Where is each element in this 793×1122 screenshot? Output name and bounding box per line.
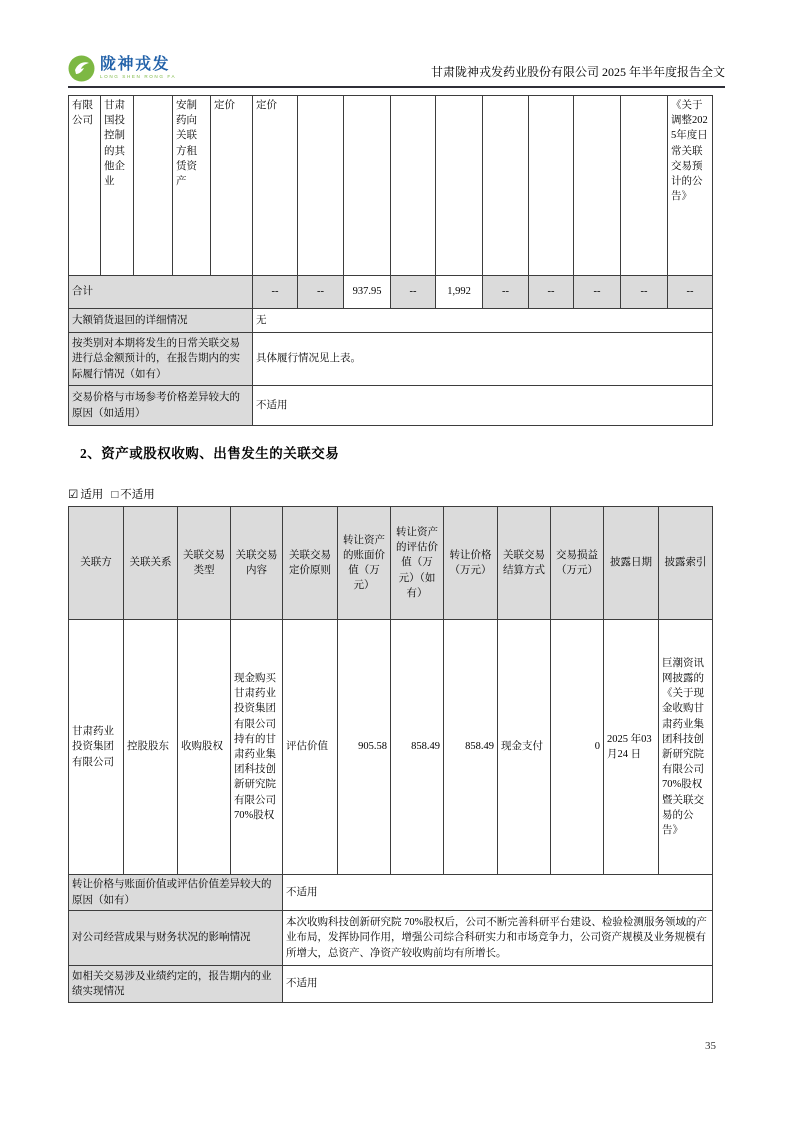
cell-disclosure-index: 巨潮资讯网披露的《关于现金收购甘肃药业集团科技创新研究院有限公司70%股权暨关联交易的公告》 [659, 620, 713, 875]
qa-row [69, 333, 713, 386]
qa-value: 不适用 [283, 875, 713, 911]
col-header-type: 关联交易类型 [178, 507, 231, 620]
col-header-content: 关联交易内容 [231, 507, 283, 620]
brand-name-cn: 陇神戎发 [100, 56, 171, 74]
col-header-settlement: 关联交易结算方式 [498, 507, 551, 620]
total-label: 合计 [69, 276, 253, 309]
total-cell: -- [668, 276, 713, 309]
cell-empty [621, 96, 668, 276]
cell-gain-loss: 0 [551, 620, 604, 875]
checked-checkbox-icon: ☑ [68, 489, 79, 501]
qa-label: 按类别对本期将发生的日常关联交易进行总金额预计的，在报告期内的实际履行情况（如有） [69, 333, 253, 386]
cell-related-party: 有限公司 [69, 96, 101, 276]
data-row [69, 620, 713, 875]
unchecked-checkbox-icon: □ [111, 489, 119, 501]
cell-transfer-price: 858.49 [444, 620, 498, 875]
brand-name-en: LONG SHEN RONG FA [100, 74, 177, 80]
qa-value: 具体履行情况见上表。 [253, 333, 713, 386]
qa-value: 不适用 [253, 386, 713, 426]
qa-label: 对公司经营成果与财务状况的影响情况 [69, 911, 283, 966]
cell-empty [391, 96, 436, 276]
cell-disclosure-index: 《关于调整2025年度日常关联交易预计的公告》 [668, 96, 713, 276]
cell-settlement: 现金支付 [498, 620, 551, 875]
asset-acquisition-table [68, 506, 713, 1003]
total-approved-amount: 1,992 [436, 276, 483, 309]
document-title: 甘肃陇神戎发药业股份有限公司 2025 年半年度报告全文 [430, 65, 725, 79]
qa-label: 如相关交易涉及业绩约定的，报告期内的业绩实现情况 [69, 966, 283, 1003]
cell-empty [298, 96, 344, 276]
cell-relationship: 甘肃国投控制的其他企业 [101, 96, 134, 276]
company-logo [68, 55, 176, 82]
total-cell: -- [574, 276, 621, 309]
qa-value: 本次收购科技创新研究院 70%股权后，公司不断完善科研平台建设、检验检测服务领域的产业布局，发挥协同作用，增强公司综合科研实力和市场竞争力，公司资产规模及业务规模有所增大，总资产、净资产较收购前均有所增长。 [283, 911, 713, 966]
total-cell: -- [298, 276, 344, 309]
qa-row [69, 386, 713, 426]
qa-label: 大额销货退回的详细情况 [69, 309, 253, 333]
col-header-relationship: 关联关系 [124, 507, 178, 620]
col-header-disclosure-date: 披露日期 [604, 507, 659, 620]
cell-empty [436, 96, 483, 276]
daily-related-transactions-table [68, 95, 713, 426]
qa-value: 不适用 [283, 966, 713, 1003]
cell-party: 甘肃药业投资集团有限公司 [69, 620, 124, 875]
cell-content: 现金购买甘肃药业投资集团有限公司持有的甘肃药业集团科技创新研究院有限公司70%股权 [231, 620, 283, 875]
cell-pricing: 定价 [211, 96, 253, 276]
cell-empty [574, 96, 621, 276]
qa-row [69, 309, 713, 333]
page-header [68, 46, 725, 82]
total-cell: -- [621, 276, 668, 309]
total-amount: 937.95 [344, 276, 391, 309]
company-logo-icon [68, 55, 95, 82]
col-header-disclosure-index: 披露索引 [659, 507, 713, 620]
cell-book-value: 905.58 [338, 620, 391, 875]
cell-empty [344, 96, 391, 276]
total-cell: -- [391, 276, 436, 309]
total-cell: -- [483, 276, 529, 309]
not-applicable-label: 不适用 [120, 489, 155, 501]
cell-transaction-content: 安制药向关联方租赁资产 [173, 96, 211, 276]
cell-relationship: 控股股东 [124, 620, 178, 875]
col-header-book-value: 转让资产的账面价值（万元） [338, 507, 391, 620]
total-row [69, 276, 713, 309]
applicable-label: 适用 [80, 489, 104, 501]
total-cell: -- [529, 276, 574, 309]
qa-row [69, 966, 713, 1003]
cell-empty [483, 96, 529, 276]
cell-disclosure-date: 2025 年03 月24 日 [604, 620, 659, 875]
col-header-party: 关联方 [69, 507, 124, 620]
page-number: 35 [705, 1040, 716, 1052]
section-heading: 2、资产或股权收购、出售发生的关联交易 [80, 446, 340, 461]
col-header-gain-loss: 交易损益（万元） [551, 507, 604, 620]
cell-pricing: 定价 [253, 96, 298, 276]
qa-row [69, 875, 713, 911]
col-header-appraised-value: 转让资产的评估价值（万元）（如有） [391, 507, 444, 620]
header-divider [68, 86, 725, 88]
table-row [69, 96, 713, 276]
col-header-pricing-principle: 关联交易定价原则 [283, 507, 338, 620]
total-cell: -- [253, 276, 298, 309]
header-row [69, 507, 713, 620]
cell-appraised-value: 858.49 [391, 620, 444, 875]
cell-empty [529, 96, 574, 276]
qa-label: 交易价格与市场参考价格差异较大的原因（如适用） [69, 386, 253, 426]
qa-value: 无 [253, 309, 713, 333]
qa-row [69, 911, 713, 966]
cell-pricing-principle: 评估价值 [283, 620, 338, 875]
cell-type: 收购股权 [178, 620, 231, 875]
col-header-transfer-price: 转让价格（万元） [444, 507, 498, 620]
applicability-line [68, 486, 725, 502]
qa-label: 转让价格与账面价值或评估价值差异较大的原因（如有） [69, 875, 283, 911]
cell-empty [134, 96, 173, 276]
